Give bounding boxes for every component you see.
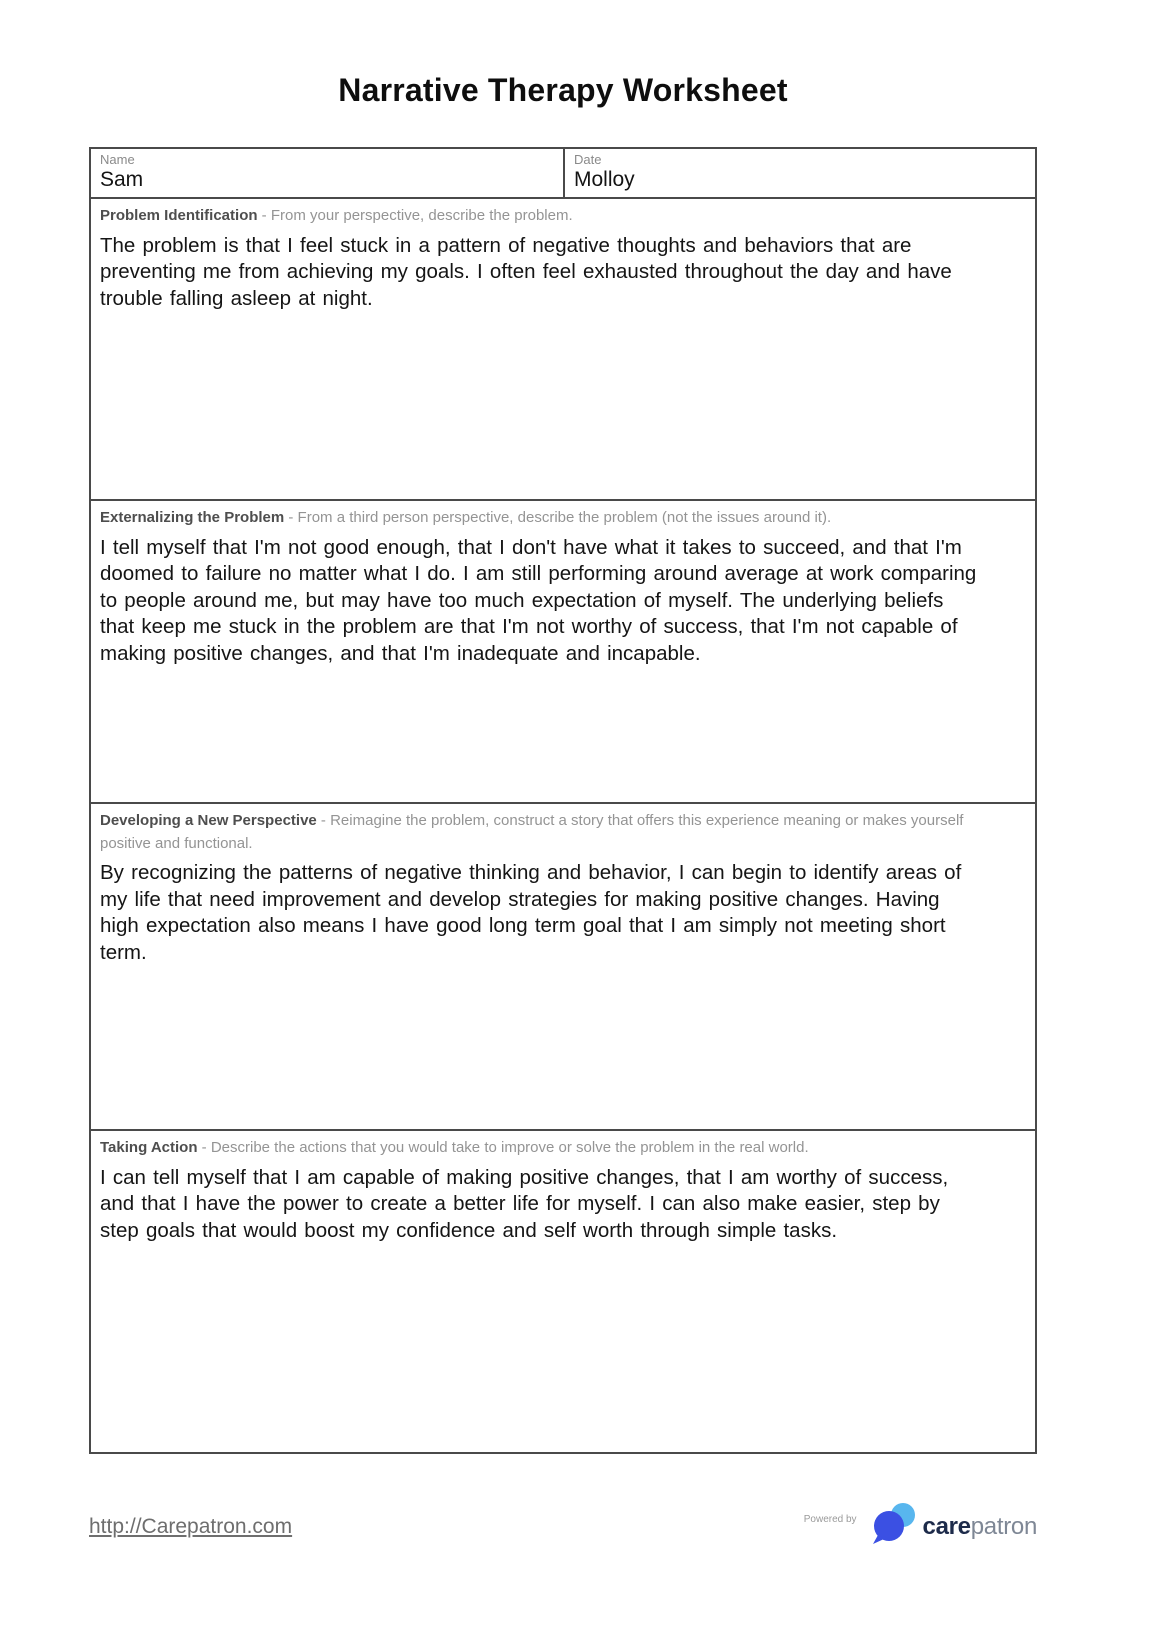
carepatron-link[interactable]: http://Carepatron.com bbox=[89, 1514, 293, 1538]
section-title: Externalizing the Problem bbox=[100, 509, 285, 526]
section-header bbox=[91, 804, 1035, 855]
identification-row bbox=[91, 149, 1035, 197]
answer-text: By recognizing the patterns of negative thinking and behavior, I can begin to identify areas of my life that need improvement and develop strategies for making positive changes. Having high expectation also means I have good long term goal that I am simply not meeting short term. bbox=[100, 861, 962, 964]
page-title: Narrative Therapy Worksheet bbox=[338, 72, 788, 108]
date-value: Molloy bbox=[574, 168, 635, 191]
section-externalizing-problem bbox=[91, 499, 1035, 802]
worksheet-page bbox=[89, 0, 1037, 1555]
answer-text: I can tell myself that I am capable of making positive changes, that I am worthy of success, and that I have the power to create a better life for myself. I can also make easier, step by step goals that would boost my confidence and self worth through simple tasks. bbox=[100, 1165, 949, 1242]
section-title: Problem Identification bbox=[100, 207, 258, 224]
section-taking-action bbox=[91, 1129, 1035, 1452]
section-problem-identification bbox=[91, 197, 1035, 499]
name-value: Sam bbox=[100, 168, 144, 191]
section-new-perspective bbox=[91, 802, 1035, 1129]
section-description: - Reimagine the problem, construct a story that offers this experience meaning or makes yourself positive and functional. bbox=[100, 812, 964, 852]
section-header bbox=[91, 1131, 1035, 1160]
section-header bbox=[91, 501, 1035, 530]
footer bbox=[89, 1498, 1037, 1555]
section-description: - From your perspective, describe the problem. bbox=[257, 207, 573, 224]
section-title: Developing a New Perspective bbox=[100, 812, 317, 829]
section-header bbox=[91, 199, 1035, 228]
carepatron-logo-icon bbox=[867, 1498, 919, 1555]
worksheet-table bbox=[89, 147, 1037, 1454]
section-description: - Describe the actions that you would take to improve or solve the problem in the real world. bbox=[197, 1139, 809, 1156]
carepatron-wordmark bbox=[923, 1513, 1037, 1541]
brand-care-text: care bbox=[922, 1512, 971, 1540]
date-label: Date bbox=[574, 152, 602, 167]
answer-text: I tell myself that I'm not good enough, that I don't have what it takes to succeed, and that I'm doomed to failure no matter what I do. I am still performing around average at work comparing to people around me, but may have too much expectation of myself. The underlying beliefs that keep me stuck in the problem are that I'm not worthy of success, that I'm not capable of making positive changes, and that I'm inadequate and incapable. bbox=[100, 535, 977, 666]
powered-by-label: Powered by bbox=[803, 1514, 857, 1525]
section-title: Taking Action bbox=[100, 1139, 198, 1156]
brand-patron-text: patron bbox=[970, 1512, 1037, 1540]
name-field bbox=[91, 149, 563, 197]
section-description: - From a third person perspective, describe the problem (not the issues around it). bbox=[284, 509, 832, 526]
date-field bbox=[563, 149, 1035, 197]
answer-text: The problem is that I feel stuck in a pattern of negative thoughts and behaviors that are preventing me from achieving my goals. I often feel exhausted throughout the day and have trouble falling asleep at night. bbox=[100, 233, 952, 310]
name-label: Name bbox=[100, 152, 135, 167]
powered-by-block bbox=[804, 1498, 1037, 1555]
